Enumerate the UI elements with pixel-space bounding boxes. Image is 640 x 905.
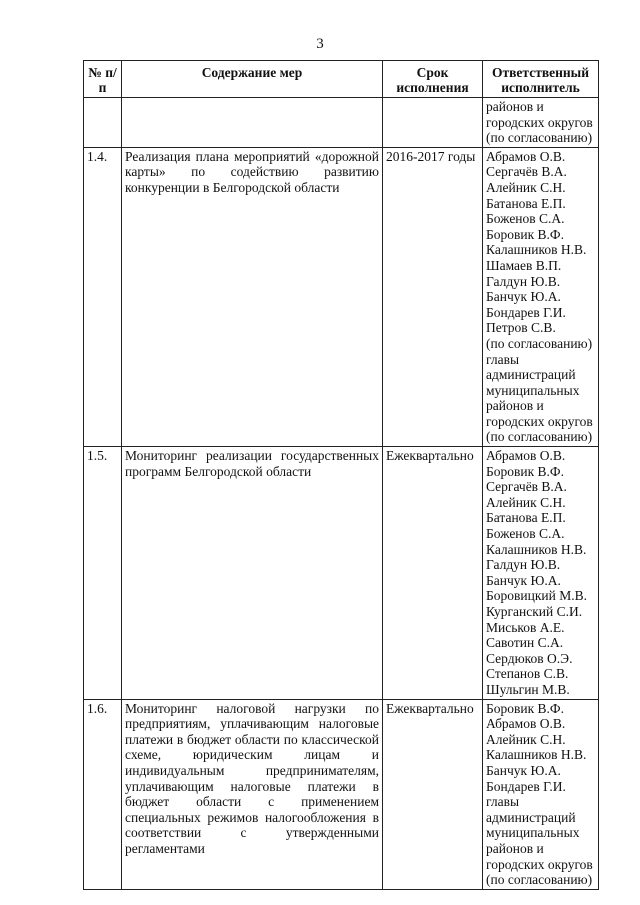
responsible-name: Савотин С.А. [486,635,564,651]
row-num: 1.5. [84,447,122,700]
responsible-name: (по согласованию) [486,872,593,888]
responsible-name: (по согласованию) [486,335,593,351]
row-content [122,98,383,148]
responsible-name: Сердюков О.Э. [486,650,573,666]
responsible-name: Бондарев Г.И. [486,778,566,794]
responsible-name: Калашников Н.В. [486,242,587,258]
responsible-name: (по согласованию) [486,429,593,445]
row-term: 2016-2017 годы [383,147,483,446]
responsible-name: Боженов С.А. [486,211,565,227]
row-responsible [483,147,599,446]
row-content: Реализация плана мероприятий «дорожной карты» по содействию развитию конкуренции в Белгородской области [122,147,383,446]
row-content: Мониторинг налоговой нагрузки по предприятиям, уплачивающим налоговые платежи в бюджет области по классической схеме, юридическим лицам и индивидуальным предпринимателям, уплачивающим налоговые платежи в бюджет области с применением специальных режимов налогообложения в соответствии с утвержденными регламентами [122,699,383,889]
responsible-name: Бондарев Г.И. [486,304,566,320]
row-num: 1.6. [84,699,122,889]
responsible-name: районов и [486,398,544,414]
responsible-name: Степанов С.В. [486,666,569,682]
responsible-name: администраций [486,809,576,825]
responsible-name: Шамаев В.П. [486,257,562,273]
row-content: Мониторинг реализации государственных программ Белгородской области [122,447,383,700]
table-row [84,699,599,889]
responsible-name: Боровицкий М.В. [486,588,587,604]
row-term: Ежеквартально [383,699,483,889]
responsible-name: Сергачёв В.А. [486,164,567,180]
responsible-name: Абрамов О.В. [486,716,566,732]
table-header-row [84,61,599,98]
responsible-name: (по согласованию) [486,130,593,146]
header-term: Срок исполнения [383,61,483,98]
row-responsible [483,98,599,148]
responsible-name: муниципальных [486,825,580,841]
responsible-name: городских округов [486,114,593,130]
responsible-name: районов и [486,840,544,856]
responsible-name: Банчук Ю.А. [486,762,561,778]
responsible-name: Шульгин М.В. [486,681,570,697]
responsible-name: Абрамов О.В. [486,148,566,164]
header-content: Содержание мер [122,61,383,98]
row-num: 1.4. [84,147,122,446]
responsible-name: Курганский С.И. [486,604,583,619]
table-body [84,98,599,890]
responsible-name: Абрамов О.В. [486,448,566,464]
row-responsible [483,447,599,700]
responsible-name: Алейник С.Н. [486,494,566,510]
header-responsible: Ответственный исполнитель [483,61,599,98]
responsible-name: Алейник С.Н. [486,731,566,747]
responsible-name: главы [486,351,520,367]
responsible-name: Банчук Ю.А. [486,289,561,305]
responsible-name: Банчук Ю.А. [486,572,561,588]
table-row [84,98,599,148]
row-term: Ежеквартально [383,447,483,700]
responsible-name: муниципальных [486,382,580,398]
responsible-name: Батанова Е.П. [486,195,566,211]
responsible-name: Боровик В.Ф. [486,226,564,242]
table-row [84,147,599,446]
responsible-name: Галдун Ю.В. [486,273,561,289]
responsible-name: Алейник С.Н. [486,179,566,195]
responsible-name: городских округов [486,413,593,429]
row-term [383,98,483,148]
responsible-name: городских округов [486,856,593,872]
responsible-name: Калашников Н.В. [486,541,587,557]
responsible-name: Боженов С.А. [486,526,565,542]
responsible-name: главы [486,794,520,810]
responsible-name: Миськов А.Е. [486,619,565,635]
responsible-name: Сергачёв В.А. [486,479,567,495]
responsible-name: Галдун Ю.В. [486,557,561,573]
header-num: № п/п [84,61,122,98]
row-num [84,98,122,148]
responsible-name: Калашников Н.В. [486,747,587,763]
responsible-name: Боровик В.Ф. [486,700,564,716]
page-number: 3 [316,36,324,52]
responsible-name: администраций [486,367,576,383]
responsible-name: Боровик В.Ф. [486,463,564,479]
responsible-name: районов и [486,99,544,114]
responsible-name: Батанова Е.П. [486,510,566,526]
measures-table [83,60,599,890]
responsible-name: Петров С.В. [486,320,556,336]
table-row [84,447,599,700]
row-responsible [483,699,599,889]
